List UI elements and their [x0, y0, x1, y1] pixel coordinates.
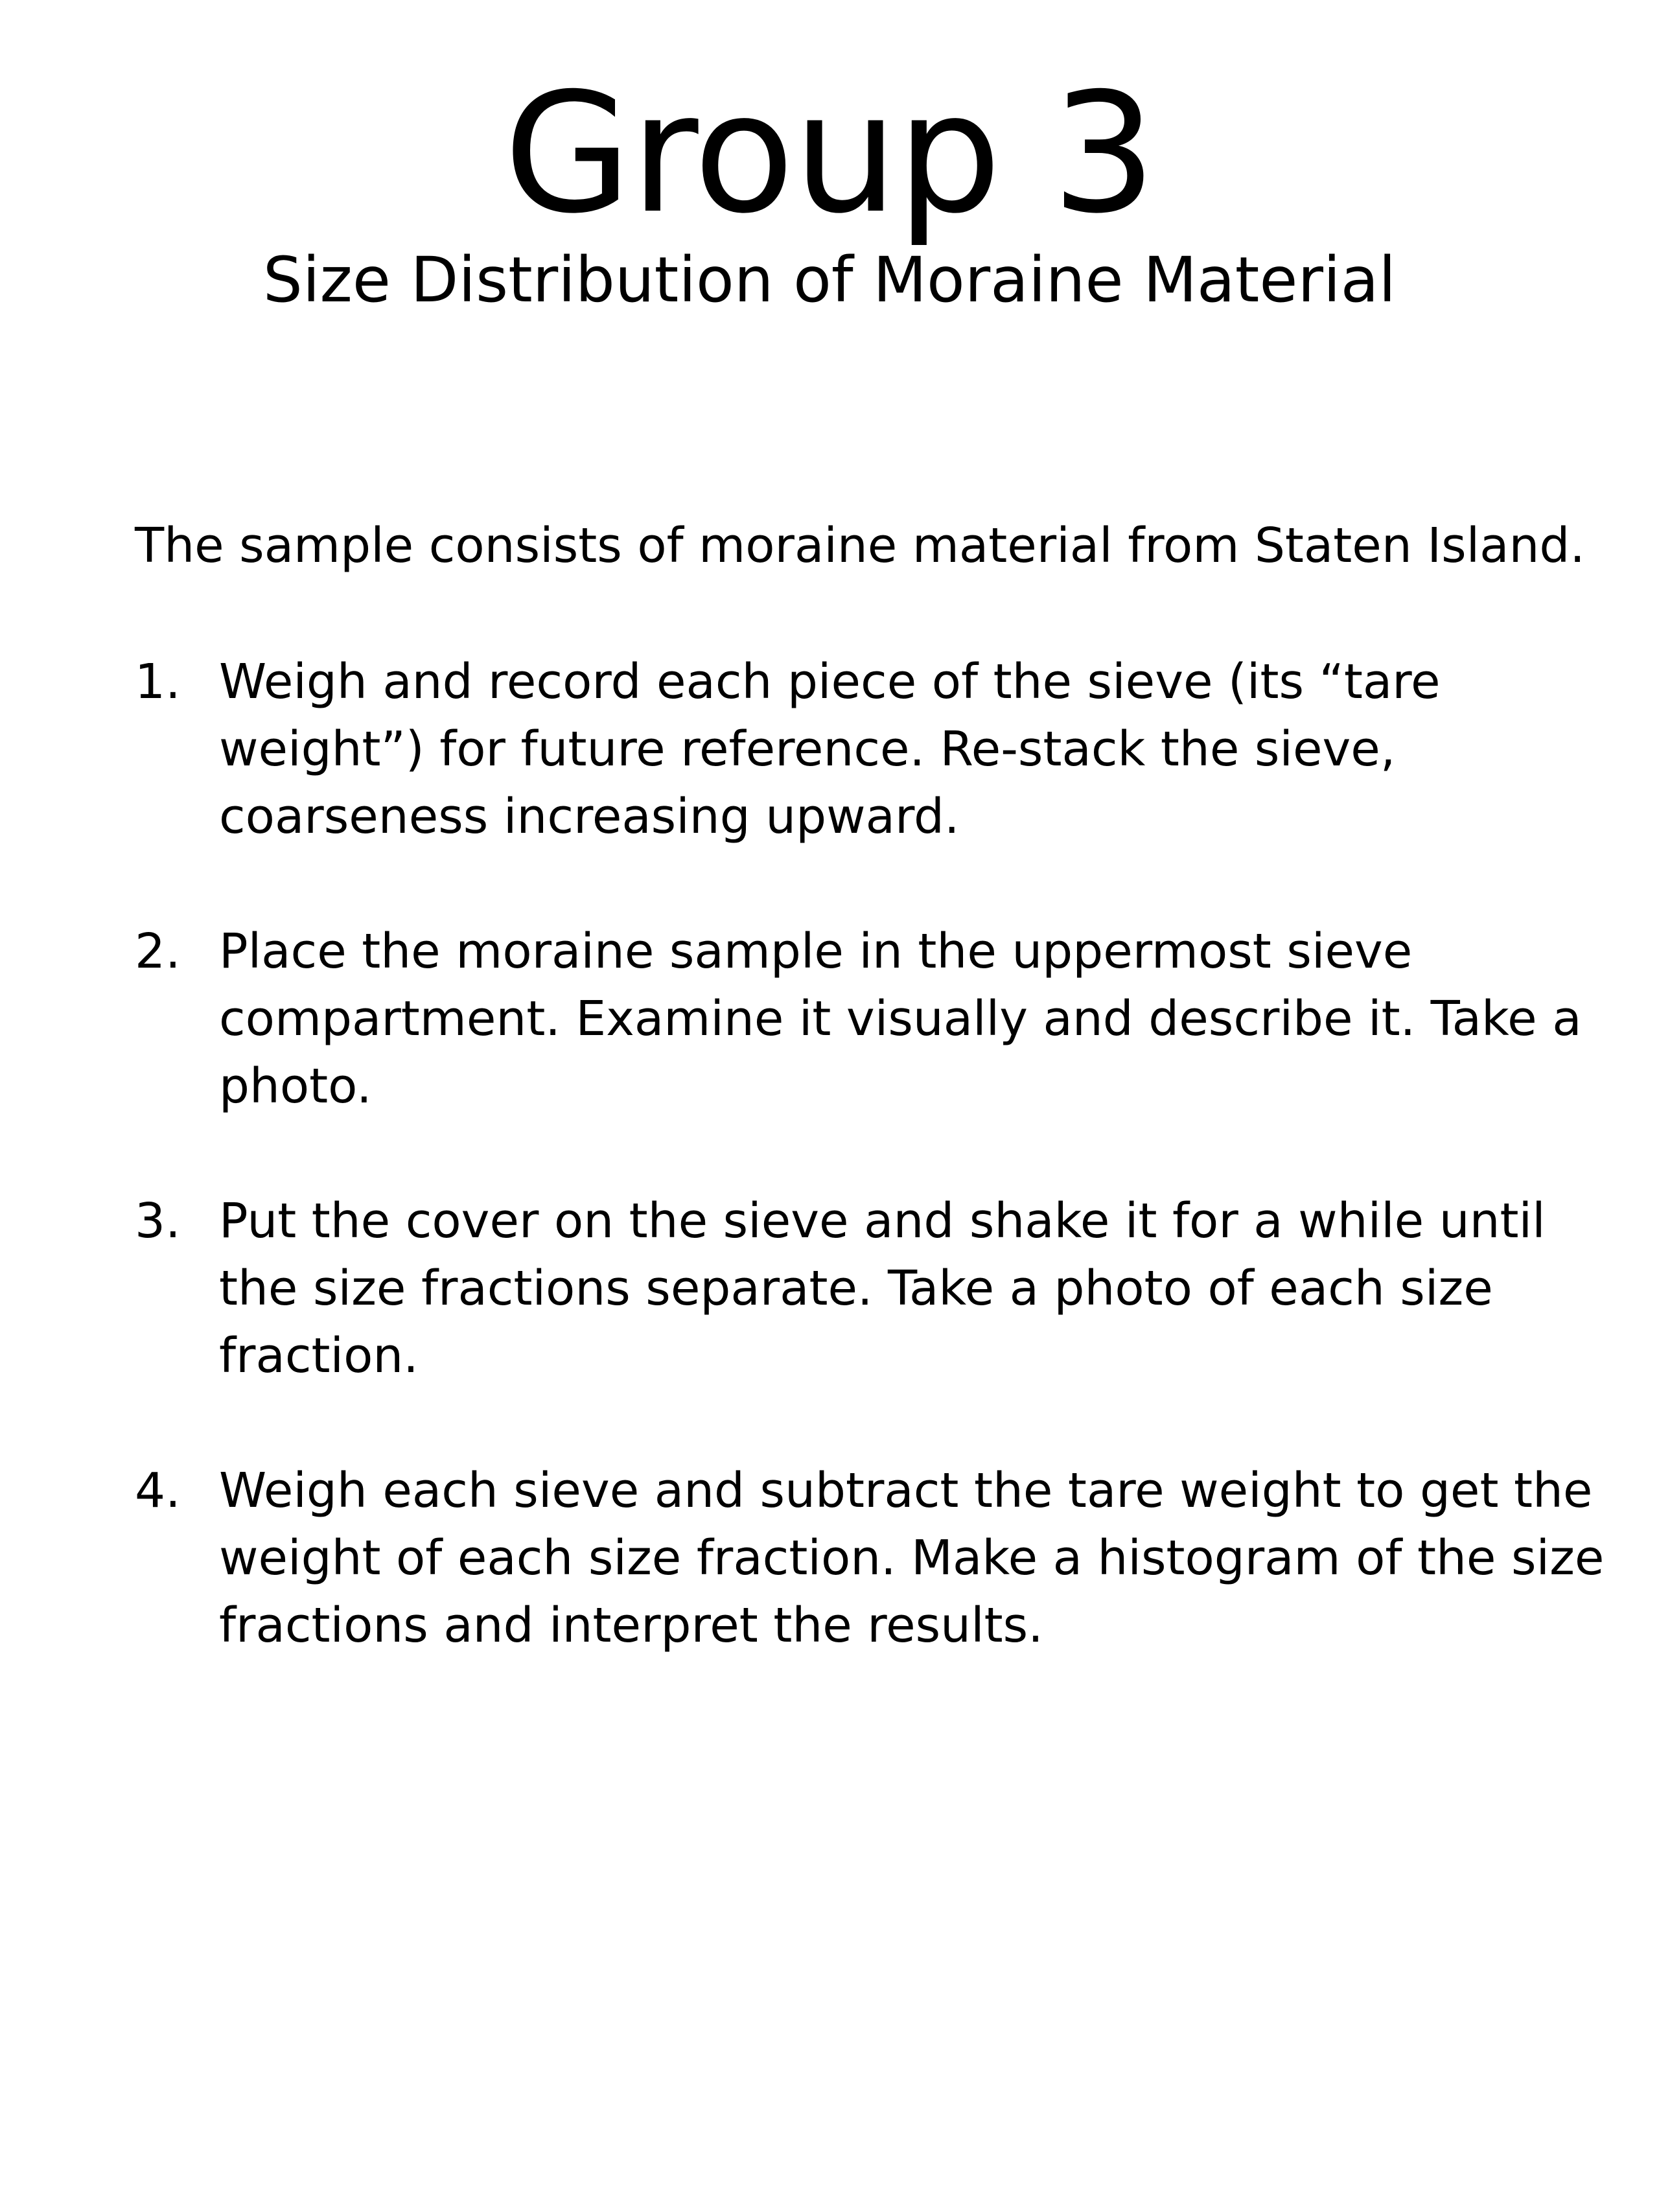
step-text-line: Place the moraine sample in the uppermost sieve — [219, 924, 1413, 979]
step-text-line: Weigh and record each piece of the sieve (its “tare — [219, 654, 1441, 710]
step-text-line: coarseness increasing upward. — [219, 789, 960, 844]
step-text-line: fractions and interpret the results. — [219, 1598, 1043, 1653]
step-text-line: Put the cover on the sieve and shake it for a while until — [219, 1193, 1546, 1249]
step-number: 2. — [135, 924, 181, 979]
step-item — [135, 648, 1593, 850]
slide-subtitle: Size Distribution of Moraine Material — [262, 244, 1397, 316]
intro-text: The sample consists of moraine material from Staten Island. — [135, 518, 1585, 574]
slide-title: Group 3 — [504, 58, 1155, 250]
step-text-line: compartment. Examine it visually and describe it. Take a — [219, 991, 1582, 1047]
step-item — [135, 1187, 1593, 1390]
steps-list — [135, 648, 1605, 1727]
step-number: 4. — [135, 1463, 181, 1519]
step-text-line: weight”) for future reference. Re-stack the sieve, — [219, 721, 1396, 777]
step-text-line: photo. — [219, 1058, 372, 1114]
step-number: 1. — [135, 654, 181, 710]
step-item — [135, 1457, 1605, 1659]
step-text-line: Weigh each sieve and subtract the tare weight to get the — [219, 1463, 1593, 1519]
step-text-line: weight of each size fraction. Make a histogram of the size — [219, 1530, 1605, 1586]
step-text-line: the size fractions separate. Take a photo of each size — [219, 1261, 1493, 1316]
step-item — [135, 918, 1593, 1120]
step-text-line: fraction. — [219, 1328, 419, 1384]
step-number: 3. — [135, 1193, 181, 1249]
